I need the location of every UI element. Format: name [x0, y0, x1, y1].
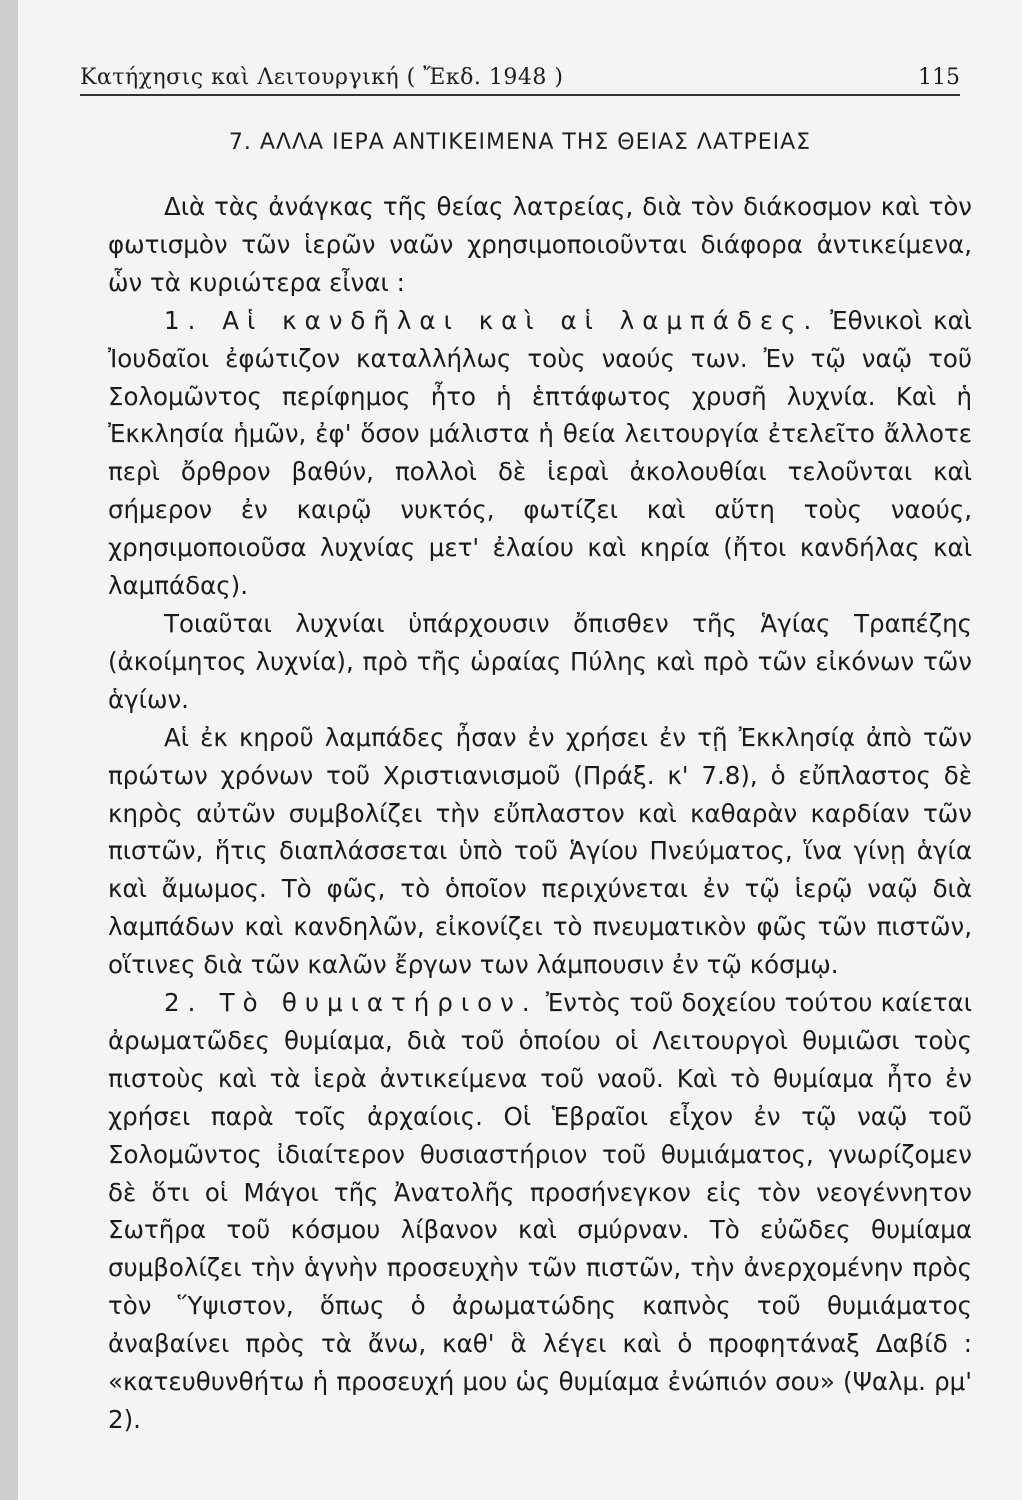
subheading-lamps: 1. Αἱ κανδῆλαι καὶ αἱ λαμπάδες.	[164, 305, 820, 335]
paragraph-lamps-text: Ἐθνικοὶ καὶ Ἰουδαῖοι ἐφώτιζον καταλλήλως τοὺς ναούς των. Ἐν τῷ ναῷ τοῦ Σολομῶντος περίφημος ἦτο ἡ ἑπτάφωτος χρυσῆ λυχνία. Καὶ ἡ Ἐκκλησία ἡμῶν, ἐφ' ὅσον μάλιστα ἡ θεία λειτουργία ἐτελεῖτο ἄλλοτε περὶ ὄρθρον βαθύν, πολλοὶ δὲ ἱεραὶ ἀκολουθίαι τελοῦνται καὶ σήμερον ἐν καιρῷ νυκτός, φωτίζει καὶ αὕτη τοὺς ναούς, χρησιμοποιοῦσα λυχνίας μετ' ἐλαίου καὶ κηρία (ἤτοι κανδήλας καὶ λαμπάδας).	[108, 305, 973, 601]
subheading-censer: 2. Τὸ θυμιατήριον.	[164, 988, 538, 1018]
paragraph-censer	[108, 984, 972, 1439]
paragraph-censer-text: Ἐντὸς τοῦ δοχείου τούτου καίεται ἀρωματῶδες θυμίαμα, διὰ τοῦ ὁποίου οἱ Λειτουργοὶ θυμιῶσι τοὺς πιστοὺς καὶ τὰ ἱερὰ ἀντικείμενα τοῦ ναοῦ. Καὶ τὸ θυμίαμα ἦτο ἐν χρήσει παρὰ τοῖς ἀρχαίοις. Οἱ Ἑβραῖοι εἶχον ἐν τῷ ναῷ τοῦ Σολομῶντος ἰδιαίτερον θυσιαστήριον τοῦ θυμιάματος, γνωρίζομεν δὲ ὅτι οἱ Μάγοι τῆς Ἀνατολῆς προσήνεγκον εἰς τὸν νεογέννητον Σωτῆρα τοῦ κόσμου λίβανον καὶ σμύρναν. Τὸ εὐῶδες θυμίαμα συμβολίζει τὴν ἁγνὴν προσευχὴν τῶν πιστῶν, τὴν ἀνερχομένην πρὸς τὸν Ὕψιστον, ὅπως ὁ ἀρωματώδης καπνὸς τοῦ θυμιάματος ἀναβαίνει πρὸς τὰ ἄνω, καθ' ἃ λέγει καὶ ὁ προφητάναξ Δαβίδ : «κατευθυνθήτω ἡ προσευχή μου ὡς θυμίαμα ἐνώπιόν σου» (Ψαλμ. ρμ' 2).	[108, 988, 972, 1434]
running-title: Κατήχησις καὶ Λειτουργική ( Ἔκδ. 1948 )	[80, 65, 564, 90]
page-header	[80, 56, 960, 96]
body-text	[108, 188, 972, 1439]
paragraph-candles: Αἱ ἐκ κηροῦ λαμπάδες ἦσαν ἐν χρήσει ἐν τῇ Ἐκκλησίᾳ ἀπὸ τῶν πρώτων χρόνων τοῦ Χριστιανισμοῦ (Πράξ. κ' 7.8), ὁ εὔπλαστος δὲ κηρὸς αὐτῶν συμβολίζει τὴν εὔπλαστον καὶ καθαρὰν καρδίαν τῶν πιστῶν, ἥτις διαπλάσσεται ὑπὸ τοῦ Ἁγίου Πνεύματος, ἵνα γίνῃ ἁγία καὶ ἄμωμος. Τὸ φῶς, τὸ ὁποῖον περιχύνεται ἐν τῷ ἱερῷ ναῷ διὰ λαμπάδων καὶ κανδηλῶν, εἰκονίζει τὸ πνευματικὸν φῶς τῶν πιστῶν, οἵτινες διὰ τῶν καλῶν ἔργων των λάμπουσιν ἐν τῷ κόσμῳ.	[108, 722, 972, 980]
paragraph-lychnia: Τοιαῦται λυχνίαι ὑπάρχουσιν ὄπισθεν τῆς Ἁγίας Τραπέζης (ἀκοίμητος λυχνία), πρὸ τῆς ὡραίας Πύλης καὶ πρὸ τῶν εἰκόνων τῶν ἁγίων.	[108, 608, 972, 714]
page-number: 115	[918, 65, 960, 90]
paragraph-intro: Διὰ τὰς ἀνάγκας τῆς θείας λατρείας, διὰ τὸν διάκοσμον καὶ τὸν φωτισμὸν τῶν ἱερῶν ναῶν χρησιμοποιοῦνται διάφορα ἀντικείμενα, ὧν τὰ κυριώτερα εἶναι :	[108, 192, 972, 297]
section-title: 7. ΑΛΛΑ ΙΕΡΑ ΑΝΤΙΚΕΙΜΕΝΑ ΤΗΣ ΘΕΙΑΣ ΛΑΤΡΕΙΑΣ	[228, 130, 812, 155]
paragraph-lamps	[108, 302, 972, 605]
